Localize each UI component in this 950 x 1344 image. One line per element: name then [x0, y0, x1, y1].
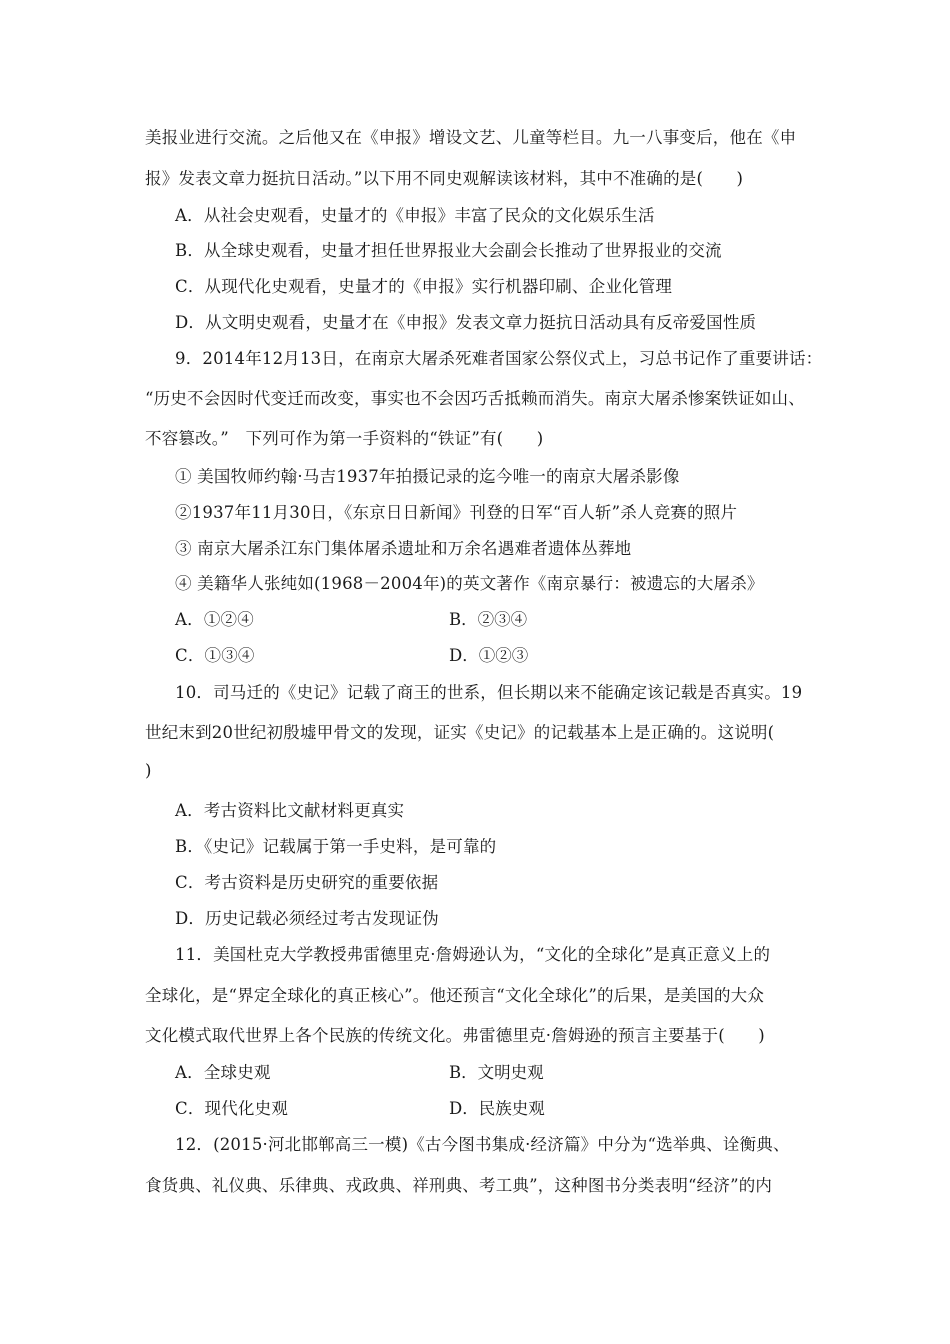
q9-item-1: ① 美国牧师约翰·马吉1937年拍摄记录的迄今唯一的南京大屠杀影像: [175, 467, 680, 486]
q11-stem-line-1: 11．美国杜克大学教授弗雷德里克·詹姆逊认为，“文化的全球化”是真正意义上的: [175, 945, 771, 964]
q9-item-4: ④ 美籍华人张纯如(1968－2004年)的英文著作《南京暴行：被遗忘的大屠杀》: [175, 574, 764, 593]
q9-stem-line-2: “历史不会因时代变迁而改变，事实也不会因巧舌抵赖而消失。南京大屠杀惨案铁证如山、: [145, 389, 805, 408]
q11-stem-line-2: 全球化，是“界定全球化的真正核心”。他还预言“文化全球化”的后果，是美国的大众: [145, 986, 765, 1005]
q8-option-c: C．从现代化史观看，史量才的《申报》实行机器印刷、企业化管理: [175, 277, 673, 296]
q11-option-a: A．全球史观: [175, 1063, 271, 1082]
q8-option-a: A．从社会史观看，史量才的《申报》丰富了民众的文化娱乐生活: [175, 206, 655, 225]
q9-option-d: D．①②③: [449, 646, 529, 665]
q10-option-a: A．考古资料比文献材料更真实: [175, 801, 405, 820]
q11-stem-line-3: 文化模式取代世界上各个民族的传统文化。弗雷德里克·詹姆逊的预言主要基于( ): [145, 1026, 765, 1045]
q8-continuation-line-2: 报》发表文章力挺抗日活动。”以下用不同史观解读该材料，其中不准确的是( ): [145, 169, 744, 188]
q11-option-b: B．文明史观: [449, 1063, 544, 1082]
q9-option-c: C．①③④: [175, 646, 255, 665]
q9-stem-line-1: 9．2014年12月13日，在南京大屠杀死难者国家公祭仪式上，习总书记作了重要讲话：: [175, 349, 823, 368]
q10-option-d: D．历史记载必须经过考古发现证伪: [175, 909, 439, 928]
q9-stem-line-3: 不容篡改。” 下列可作为第一手资料的“铁证”有( ): [145, 429, 544, 448]
q12-stem-line-1: 12．(2015·河北邯郸高三一模)《古今图书集成·经济篇》中分为“选举典、诠衡典、: [175, 1135, 790, 1154]
q10-stem-line-1: 10．司马迁的《史记》记载了商王的世系，但长期以来不能确定该记载是否真实。19: [175, 683, 803, 702]
q8-option-b: B．从全球史观看，史量才担任世界报业大会副会长推动了世界报业的交流: [175, 241, 722, 260]
q10-stem-line-3: ): [145, 761, 152, 780]
q9-item-2: ②1937年11月30日，《东京日日新闻》刊登的日军“百人斩”杀人竞赛的照片: [175, 503, 738, 522]
q11-option-c: C．现代化史观: [175, 1099, 289, 1118]
q11-option-d: D．民族史观: [449, 1099, 545, 1118]
q9-item-3: ③ 南京大屠杀江东门集体屠杀遗址和万余名遇难者遗体丛葬地: [175, 539, 632, 558]
q10-option-c: C．考古资料是历史研究的重要依据: [175, 873, 439, 892]
q9-option-b: B．②③④: [449, 610, 528, 629]
q12-stem-line-2: 食货典、礼仪典、乐律典、戎政典、祥刑典、考工典”，这种图书分类表明“经济”的内: [145, 1176, 773, 1195]
q8-continuation-line-1: 美报业进行交流。之后他又在《申报》增设文艺、儿童等栏目。九一八事变后，他在《申: [145, 128, 797, 147]
q10-option-b: B．《史记》记载属于第一手史料，是可靠的: [175, 837, 497, 856]
q8-option-d: D．从文明史观看，史量才在《申报》发表文章力挺抗日活动具有反帝爱国性质: [175, 313, 757, 332]
q10-stem-line-2: 世纪末到20世纪初殷墟甲骨文的发现，证实《史记》的记载基本上是正确的。这说明(: [145, 723, 775, 742]
q9-option-a: A．①②④: [175, 610, 254, 629]
